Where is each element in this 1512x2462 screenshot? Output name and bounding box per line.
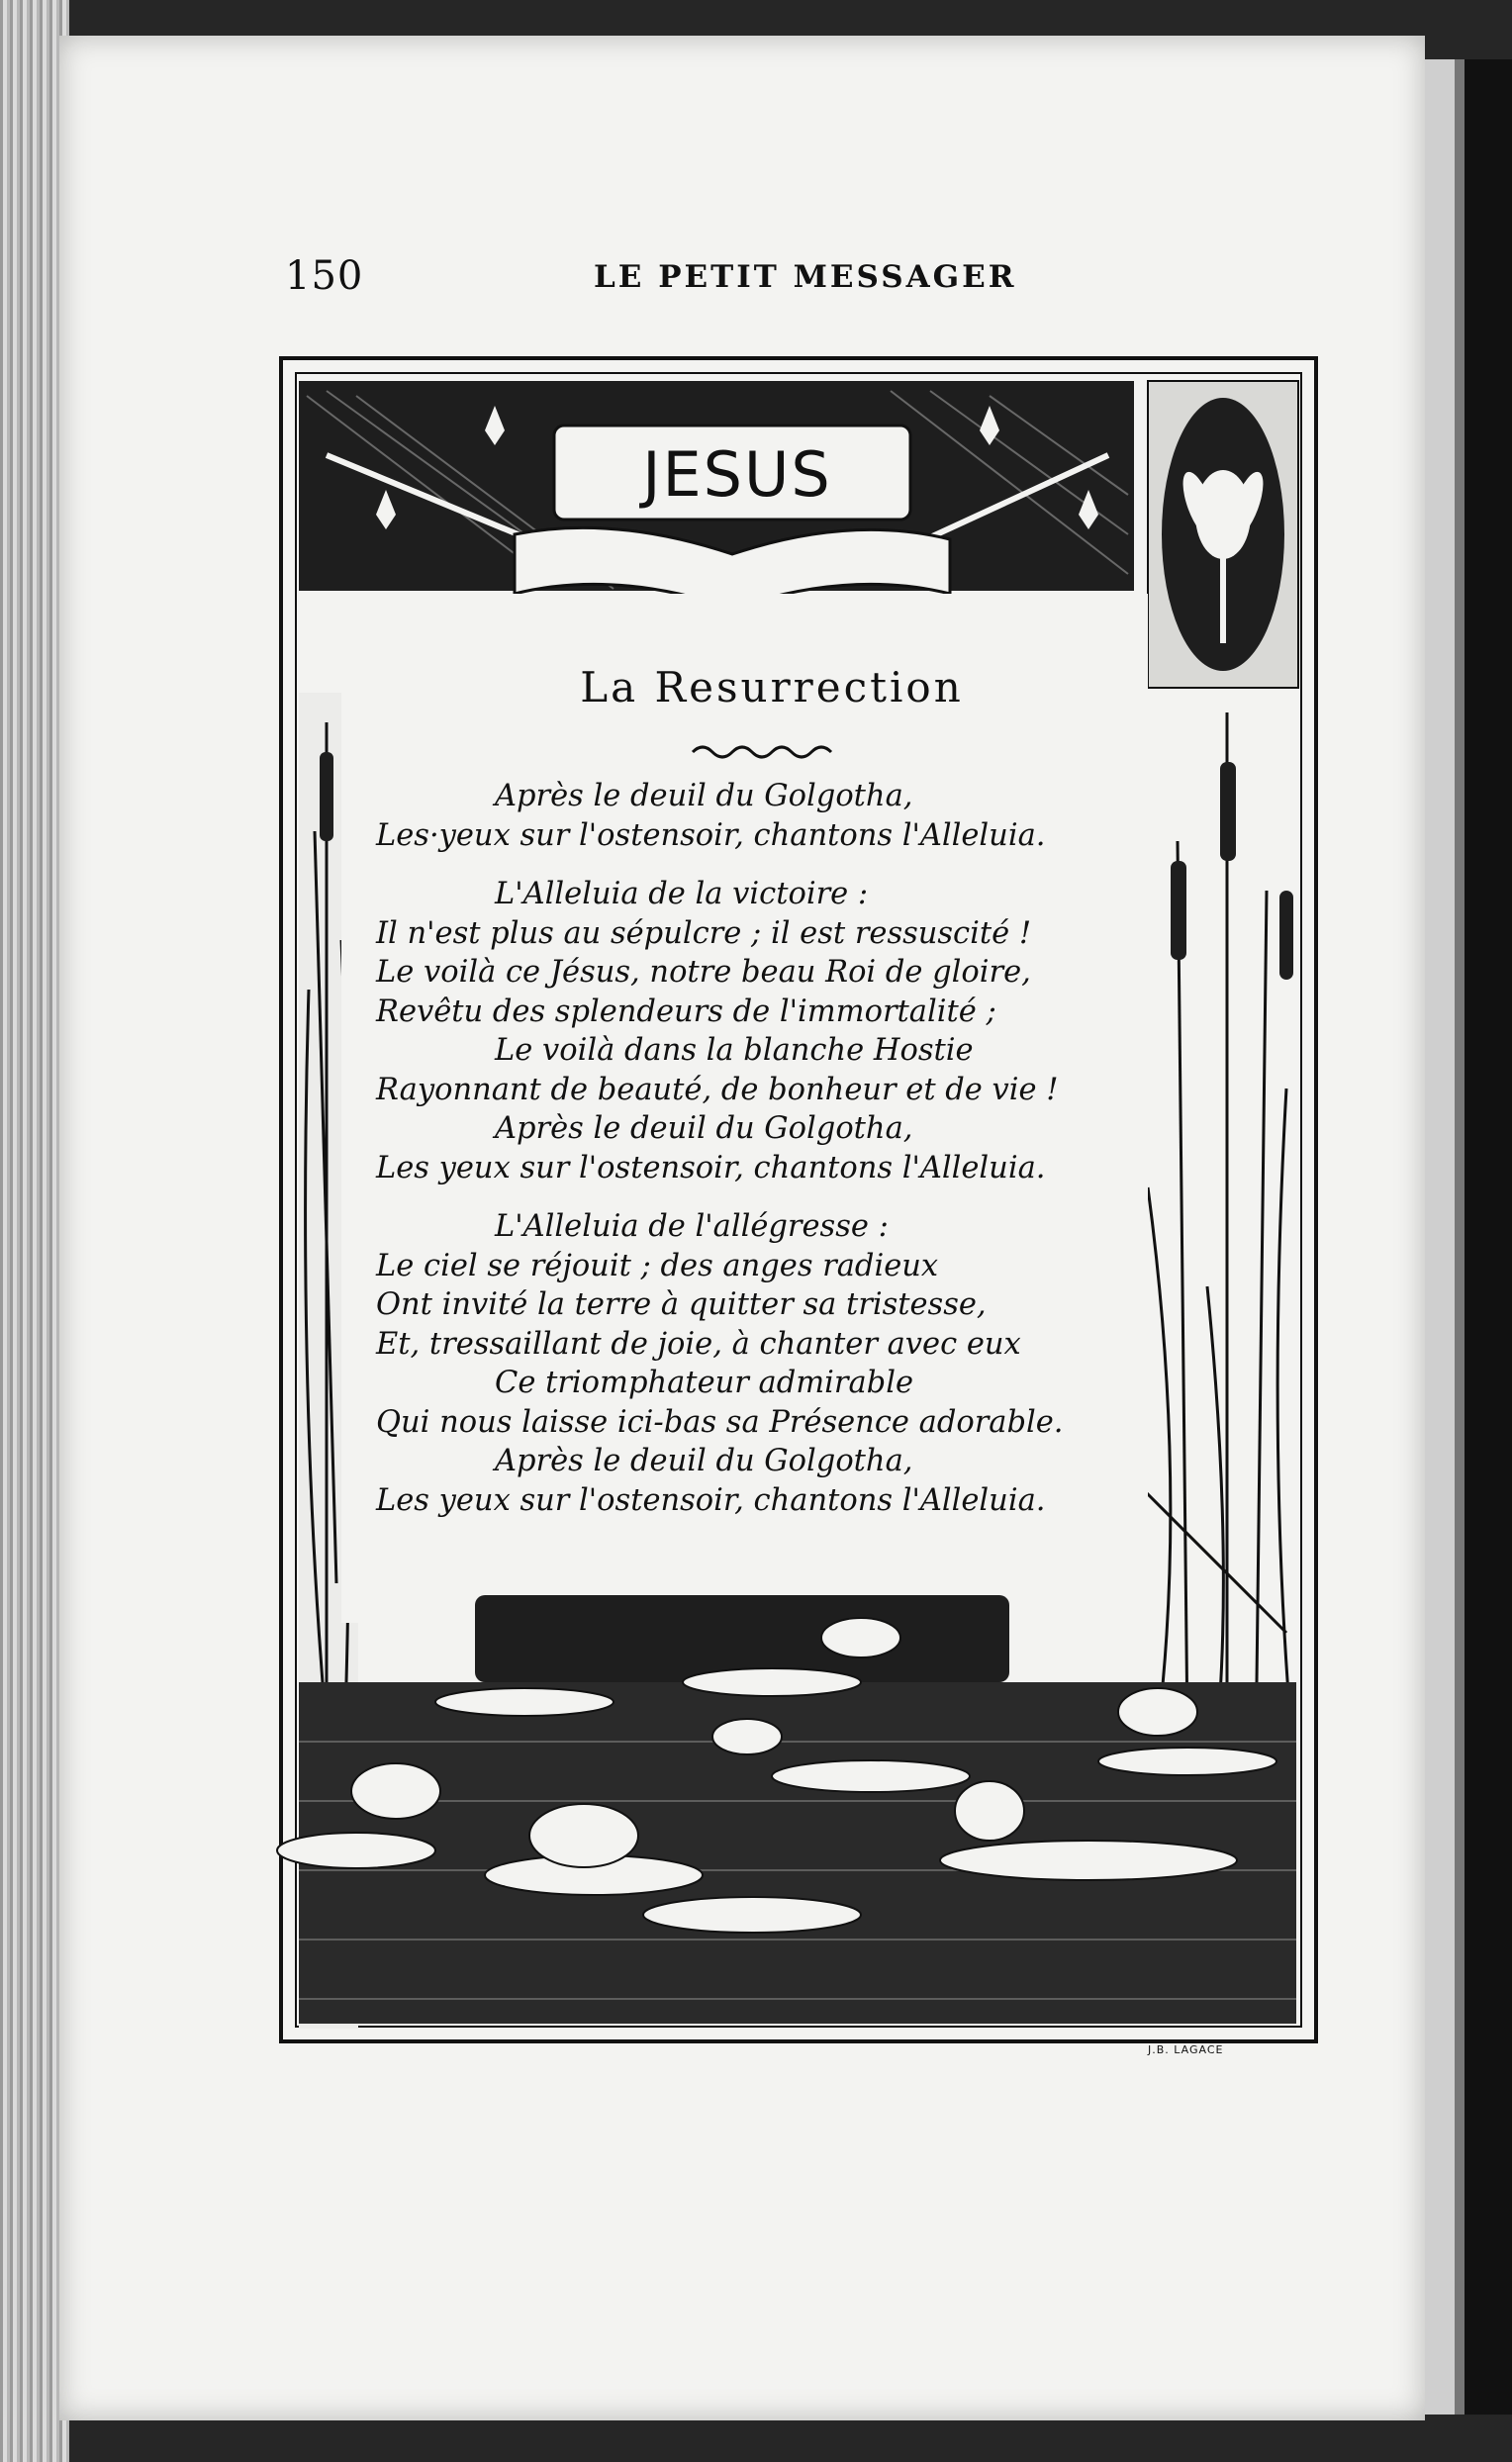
poem-line: Après le deuil du Golgotha, [495, 1111, 913, 1146]
running-head: LE PETIT MESSAGER [594, 259, 1017, 295]
water-lily [821, 1618, 900, 1657]
stanza-gap [376, 1187, 1128, 1207]
poem-line: L'Alleluia de l'allégresse : [495, 1209, 889, 1244]
banner-title: JESUS [642, 438, 832, 511]
poem-line: Après le deuil du Golgotha, [495, 1444, 913, 1478]
page-number: 150 [285, 253, 364, 299]
poem-title: La Resurrection [580, 663, 964, 711]
poem-line: Il n'est plus au sépulcre ; il est ressuscité ! [376, 915, 1032, 951]
lily-pad [772, 1760, 970, 1792]
stanza-gap [376, 855, 1128, 875]
water-lily [1118, 1688, 1197, 1736]
poem-line: Qui nous laisse ici-bas sa Présence adorable. [376, 1404, 1064, 1440]
lily-pad [435, 1688, 614, 1716]
lily-pad [277, 1833, 435, 1868]
poem-line: Après le deuil du Golgotha, [495, 779, 913, 813]
poem-line: Le ciel se réjouit ; des anges radieux [376, 1248, 939, 1283]
artist-signature: J.B. LAGACE [1148, 2043, 1224, 2056]
water-lily [955, 1781, 1024, 1841]
water-lily [712, 1719, 782, 1754]
lily-pad [683, 1668, 861, 1696]
poem-line: Les yeux sur l'ostensoir, chantons l'Alleluia. [376, 1150, 1046, 1185]
poem-line: L'Alleluia de la victoire : [495, 877, 869, 911]
water-lily [529, 1804, 638, 1867]
water-lily [351, 1763, 440, 1819]
poem-body [376, 777, 1128, 1520]
lily-pad [643, 1897, 861, 1933]
poem-line: Rayonnant de beauté, de bonheur et de vie ! [376, 1072, 1059, 1107]
poem-line: Les yeux sur l'ostensoir, chantons l'Alleluia. [376, 1482, 1046, 1518]
poem-line: Le voilà ce Jésus, notre beau Roi de gloire, [376, 955, 1031, 990]
poem-line: Les·yeux sur l'ostensoir, chantons l'Alleluia. [376, 817, 1046, 853]
lily-pad [940, 1841, 1237, 1880]
poem-line: Revêtu des splendeurs de l'immortalité ; [376, 994, 996, 1029]
poem-line: Ont invité la terre à quitter sa tristesse, [376, 1287, 987, 1322]
poem-line: Et, tressaillant de joie, à chanter avec eux [376, 1326, 1021, 1362]
lily-pad [1098, 1748, 1276, 1775]
poem-line: Ce triomphateur admirable [495, 1366, 914, 1400]
poem-line: Le voilà dans la blanche Hostie [495, 1033, 974, 1068]
